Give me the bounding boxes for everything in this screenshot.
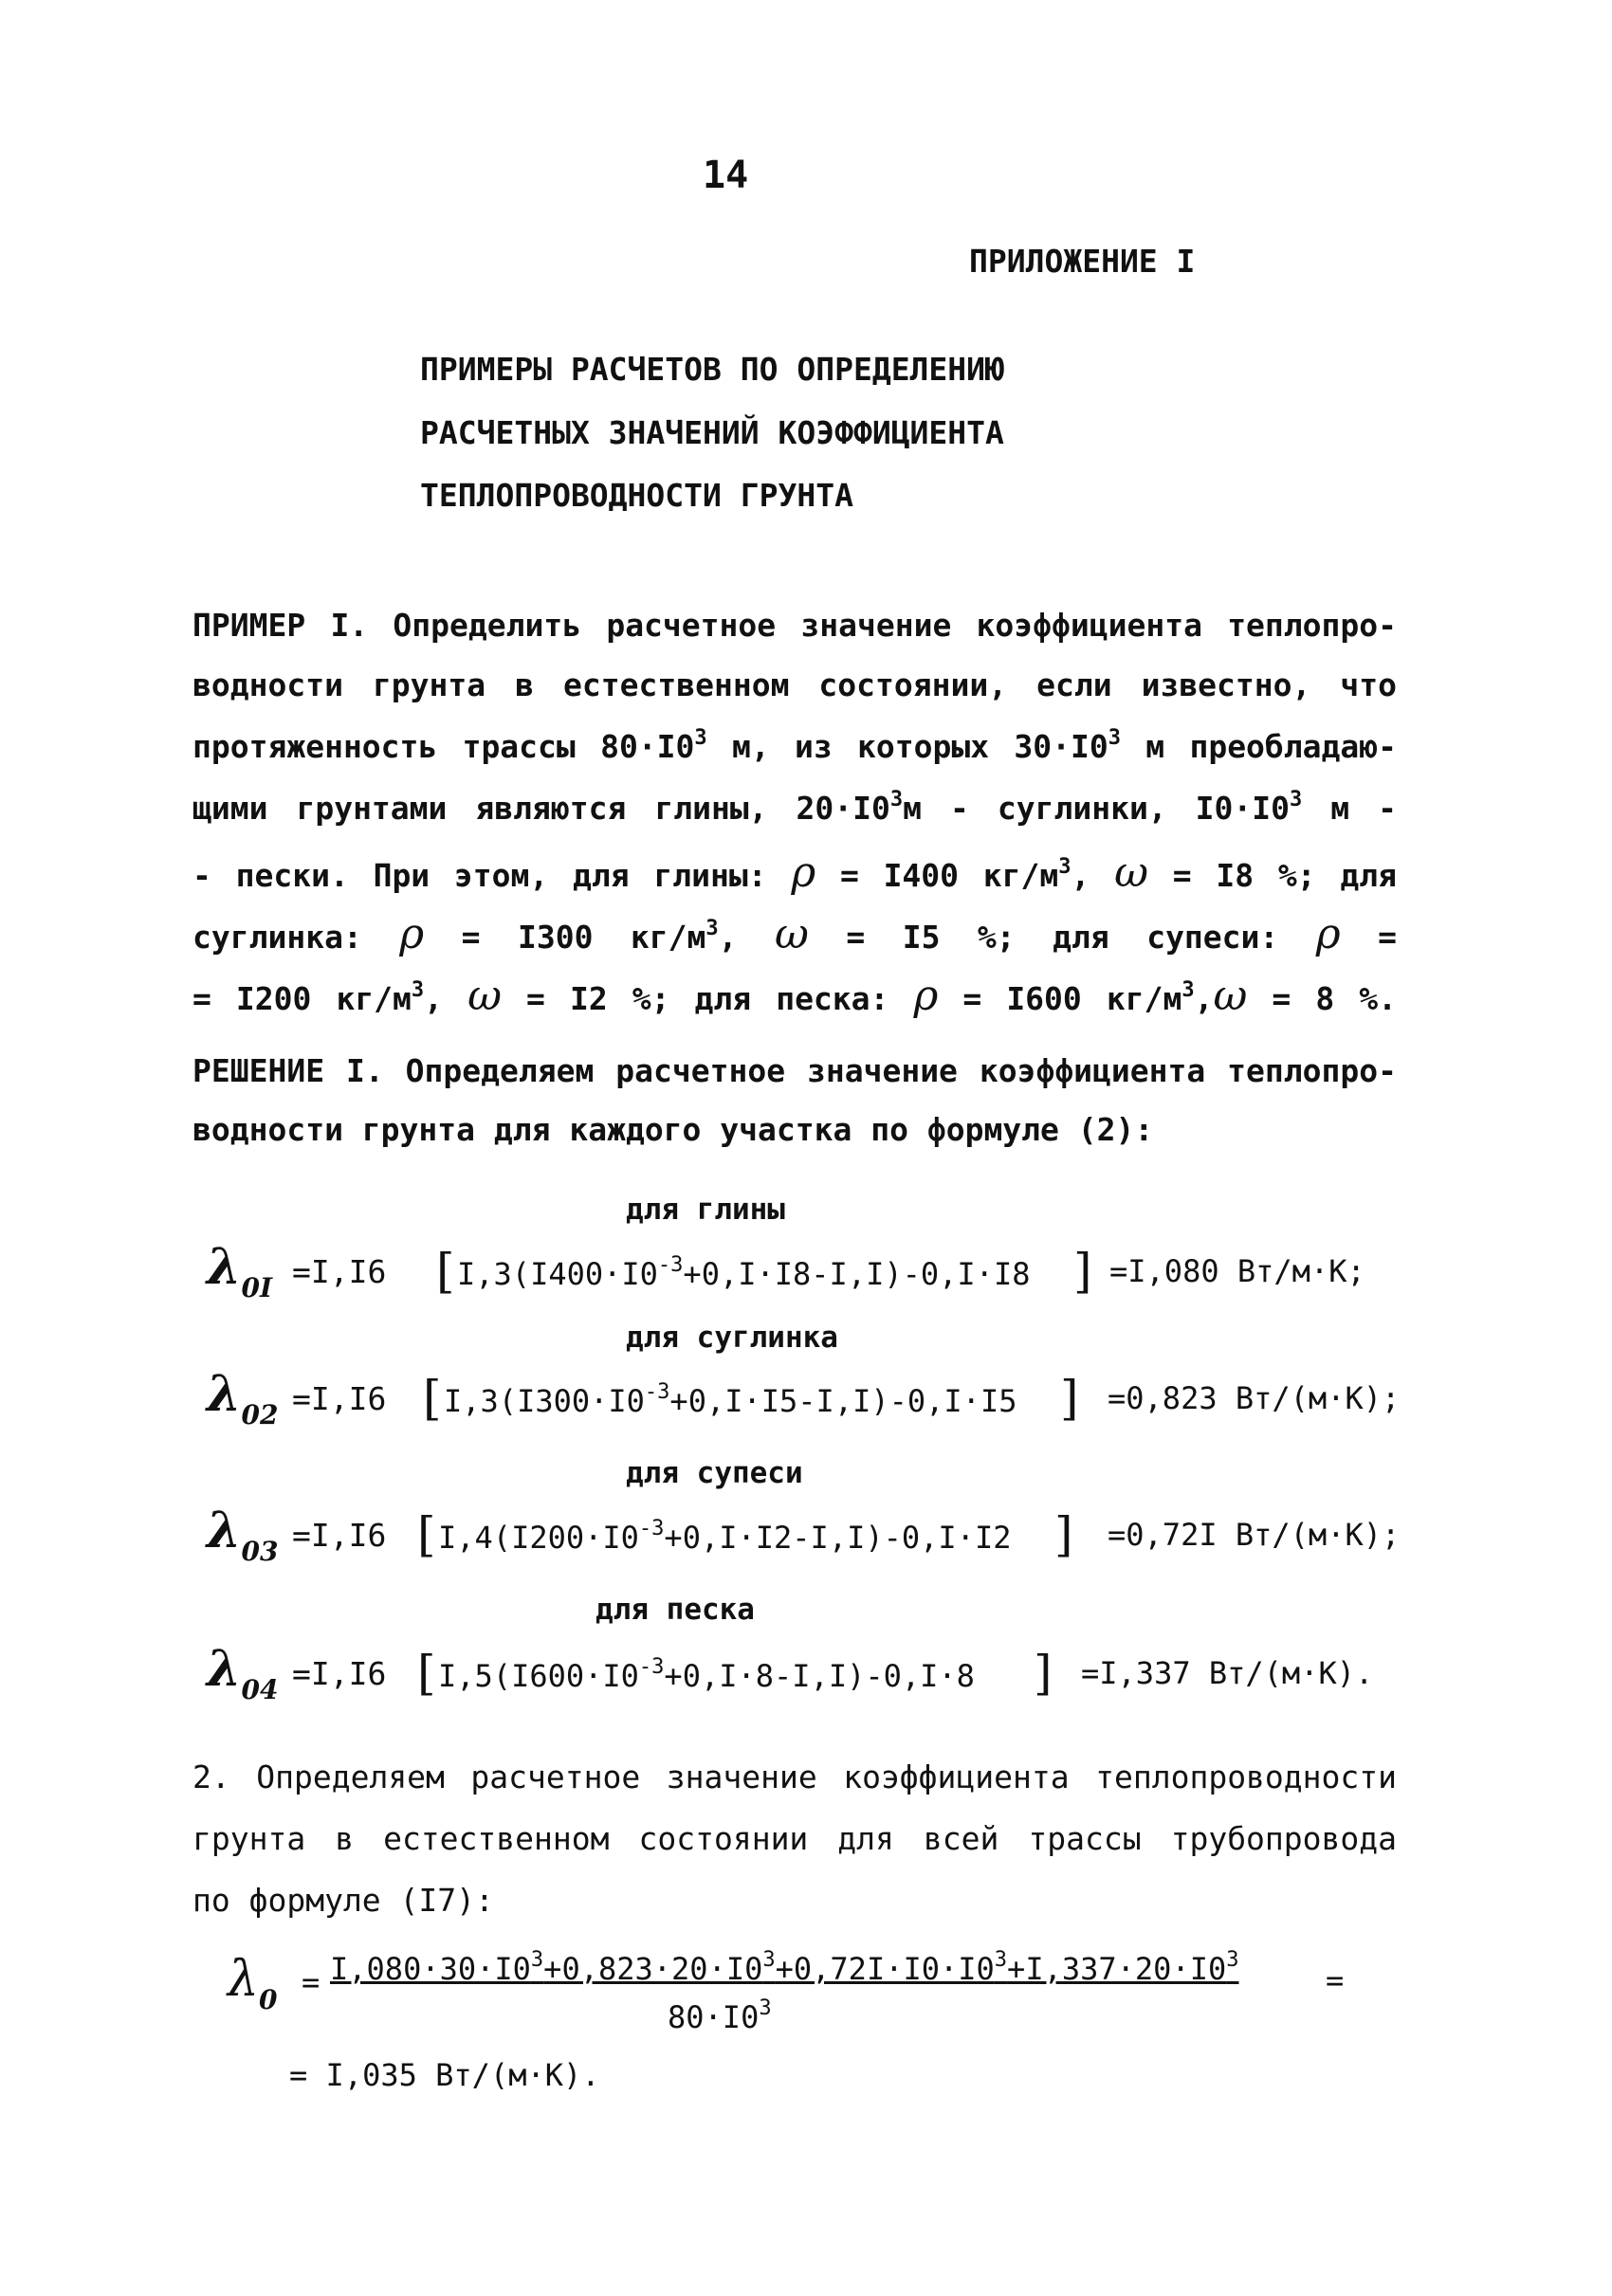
step2-line-3: по формуле (I7): — [192, 1882, 494, 1919]
formula-row-clay: $\lambda_{_{0I}}$ — [207, 1238, 273, 1304]
formula-expr-sandy-loam: $I,4(I200\cdot I0^{-3}+0,I\cdot I2-I,I)-0,I\cdot I2$ — [438, 1517, 1012, 1556]
final-denominator: $80\cdot I0^3$ — [668, 1996, 772, 2035]
formula-result-loam: =0,823 Вт/(м·К); — [1108, 1380, 1401, 1416]
formula-result-sandy-loam: =0,72I Вт/(м·К); — [1108, 1517, 1401, 1553]
formula-expr-sand: $I,5(I600\cdot I0^{-3}+0,I\cdot 8-I,I)-0,I\cdot 8$ — [438, 1655, 975, 1694]
step2-line-2: грунта в естественном состоянии для всей трассы трубопровода — [192, 1820, 1397, 1857]
page-number: 14 — [703, 154, 749, 197]
formula-label-loam: для суглинка — [626, 1321, 838, 1355]
formula-result-sand: =I,337 Вт/(м·К). — [1081, 1655, 1374, 1691]
formula-label-clay: для глины — [626, 1193, 785, 1227]
solution-line-2: водности грунта для каждого участка по формуле (2): — [192, 1111, 1154, 1148]
rho-symbol: ρ — [1315, 910, 1341, 958]
formula-label-sand: для песка — [595, 1593, 755, 1627]
rho-symbol: ρ — [399, 910, 425, 958]
omega-symbol: ω — [775, 910, 809, 958]
example-line-3: протяженность трассы $80\cdot I0^3$ м, из которых $30\cdot I0^3$ м преобладаю- — [192, 726, 1398, 765]
step2-line-1: 2. Определяем расчетное значение коэффициента теплопроводности — [192, 1758, 1397, 1795]
formula-label-sandy-loam: для супеси — [626, 1456, 803, 1490]
formula-expr-loam: $I,3(I300\cdot I0^{-3}+0,I\cdot I5-I,I)-0,I\cdot I5$ — [444, 1380, 1017, 1419]
example-line-5: - пески. При этом, для глины: ρ = I400 $кг/м^3$, ω = I8 %; для — [192, 848, 1397, 897]
title-line-2: РАСЧЕТНЫХ ЗНАЧЕНИЙ КОЭФФИЦИЕНТА — [420, 414, 1004, 451]
omega-symbol: ω — [1114, 848, 1149, 897]
final-numerator: $I,080\cdot 30\cdot I0^3+0,823\cdot 20\cdot I0^3+0,72I\cdot I0\cdot I0^3+I,337\cdot 20\cdot I0^3$ — [330, 1948, 1239, 1987]
omega-symbol: ω — [1213, 972, 1248, 1020]
example-line-4: щими грунтами являются глины, $20\cdot I0^3м$ - суглинки, $I0\cdot I0^3$ м - — [192, 788, 1397, 827]
title-line-3: ТЕПЛОПРОВОДНОСТИ ГРУНТА — [420, 477, 853, 514]
formula-row-loam: $\lambda_{_{02}}$ — [207, 1365, 279, 1431]
rho-symbol: ρ — [913, 972, 939, 1020]
example-line-1: ПРИМЕР I. Определить расчетное значение коэффициента теплопро- — [192, 607, 1397, 644]
formula-expr-clay: $I,3(I400\cdot I0^{-3}+0,I\cdot I8-I,I)-0,I\cdot I8$ — [457, 1253, 1031, 1292]
title-line-1: ПРИМЕРЫ РАСЧЕТОВ ПО ОПРЕДЕЛЕНИЮ — [420, 351, 1004, 388]
formula-row-sand: $\lambda_{_{04}}$ — [207, 1640, 279, 1706]
formula-row-sandy-loam: $\lambda_{_{03}}$ — [207, 1502, 279, 1568]
final-lambda: $\lambda_{_0}$ — [228, 1951, 278, 2016]
solution-line-1: РЕШЕНИЕ I. Определяем расчетное значение коэффициента теплопро- — [192, 1052, 1397, 1089]
example-line-6: суглинка: ρ = I300 $кг/м^3$, ω = I5 %; для супеси: ρ = — [192, 910, 1397, 958]
formula-result-clay: =I,080 Вт/м·К; — [1109, 1253, 1365, 1289]
example-line-7: = I200 $кг/м^3$, ω = I2 %; для песка: ρ = I600 $кг/м^3,\omega = 8$ %. — [192, 972, 1397, 1020]
final-result: = I,035 Вт/(м·К). — [289, 2057, 600, 2093]
omega-symbol: ω — [467, 972, 502, 1020]
appendix-heading: ПРИЛОЖЕНИЕ I — [969, 243, 1196, 280]
example-line-2: водности грунта в естественном состоянии, если известно, что — [192, 666, 1397, 703]
rho-symbol: ρ — [791, 848, 816, 897]
